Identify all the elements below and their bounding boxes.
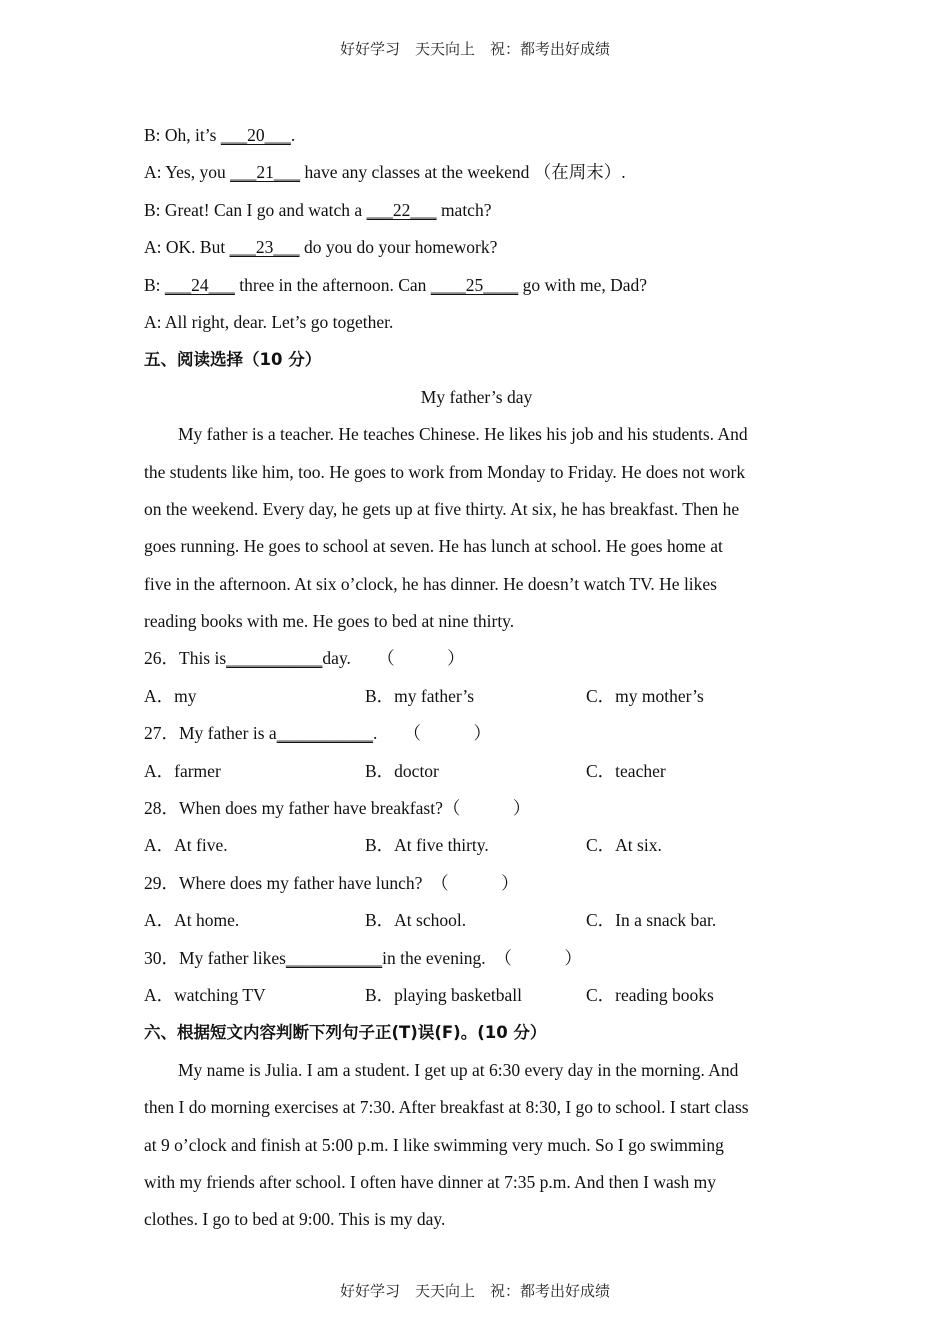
answer-blank: ___________ [226,648,323,669]
passage-line: at 9 o’clock and finish at 5:00 p.m. I like swimming very much. So I go swimming [144,1134,724,1155]
dialogue-line-20 [144,117,809,154]
passage-line: My father is a teacher. He teaches Chinese. He likes his job and his students. And [178,424,748,445]
question-27 [144,715,809,752]
question-text: 26．This is [144,648,227,669]
dialogue-text: match? [436,199,492,220]
blank-23: ___23___ [229,237,300,258]
passage-line: the students like him, too. He goes to work from Monday to Friday. He does not work [144,461,746,482]
options-26 [144,678,809,715]
dialogue-line-24-25 [144,267,809,304]
dialogue-text: B: Oh, it’s [144,125,221,145]
page-footer: 好好学习 天天向上 祝：都考出好成绩 [339,1282,610,1300]
question-text: day. （ ） [322,648,465,669]
option-a: A．farmer [144,760,221,781]
options-29 [144,902,809,939]
question-30 [144,940,809,977]
passage-line: goes running. He goes to school at seven. He has lunch at school. He goes home at [144,536,723,557]
answer-blank: ___________ [285,947,383,968]
question-text: 27．My father is a [144,723,277,744]
blank-22: ___22___ [366,199,437,220]
question-28 [144,790,809,827]
dialogue-text: A: OK. But [144,237,230,258]
question-text: 29．Where does my father have lunch? （ ） [144,872,519,893]
passage-title: My father’s day [420,386,533,407]
options-30 [144,977,809,1014]
dialogue-text: three in the afternoon. Can [234,274,431,295]
passage-line: with my friends after school. I often have dinner at 7:35 p.m. And then I wash my [144,1171,717,1192]
question-text: 30．My father likes [144,947,286,968]
dialogue-text: B: [144,274,165,295]
option-c: C．teacher [586,760,666,781]
option-c: C．my mother’s [586,685,704,706]
passage-line: on the weekend. Every day, he gets up at five thirty. At six, he has breakfast. Then he [144,498,740,519]
blank-21: ___21___ [230,162,301,183]
passage-line: clothes. I go to bed at 9:00. This is my day. [144,1209,446,1230]
page-content [144,117,809,1239]
options-28 [144,827,809,864]
option-c: C．At six. [586,835,662,856]
option-a: A．my [144,685,197,706]
dialogue-text: A: All right, dear. Let’s go together. [144,311,394,332]
answer-blank: ___________ [276,723,373,744]
passage-line: reading books with me. He goes to bed at nine thirty. [144,611,515,632]
dialogue-text: B: Great! Can I go and watch a [144,199,367,220]
dialogue-text: do you do your homework? [299,237,498,258]
dialogue-text: have any classes at the weekend （在周末）. [300,162,626,183]
question-text: in the evening. （ ） [382,947,582,968]
page-header: 好好学习 天天向上 祝：都考出好成绩 [339,40,610,58]
section5-heading: 五、阅读选择（10 分） [144,350,322,370]
passage-line: five in the afternoon. At six o’clock, he has dinner. He doesn’t watch TV. He likes [144,573,717,594]
option-b: B．doctor [365,760,439,781]
blank-24: ___24___ [164,274,235,295]
dialogue-text: go with me, Dad? [518,274,648,295]
section6-heading: 六、根据短文内容判断下列句子正(T)误(F)。(10 分） [144,1023,547,1043]
blank-25: ____25____ [430,274,519,295]
option-b: B．my father’s [365,685,475,706]
passage-line: then I do morning exercises at 7:30. After breakfast at 8:30, I go to school. I start class [144,1097,749,1118]
dialogue-line-22 [144,192,809,229]
option-b: B．At school. [365,910,467,931]
option-b: B．At five thirty. [365,835,489,856]
dialogue-line-23 [144,229,809,266]
dialogue-line-final [144,304,809,341]
question-text: . （ ） [372,723,492,744]
question-text: 28．When does my father have breakfast?（ ） [144,798,531,819]
passage-line: My name is Julia. I am a student. I get up at 6:30 every day in the morning. And [178,1059,739,1080]
question-26 [144,640,809,677]
option-a: A．watching TV [144,984,266,1005]
option-c: C．reading books [586,984,714,1005]
option-b: B．playing basketball [365,984,522,1005]
option-a: A．At five. [144,835,228,856]
dialogue-text: . [290,125,296,145]
question-29 [144,865,809,902]
dialogue-line-21 [144,154,809,191]
option-c: C．In a snack bar. [586,910,717,931]
blank-20: ___20___ [220,125,291,145]
dialogue-text: A: Yes, you [144,162,231,183]
option-a: A．At home. [144,910,240,931]
options-27 [144,753,809,790]
